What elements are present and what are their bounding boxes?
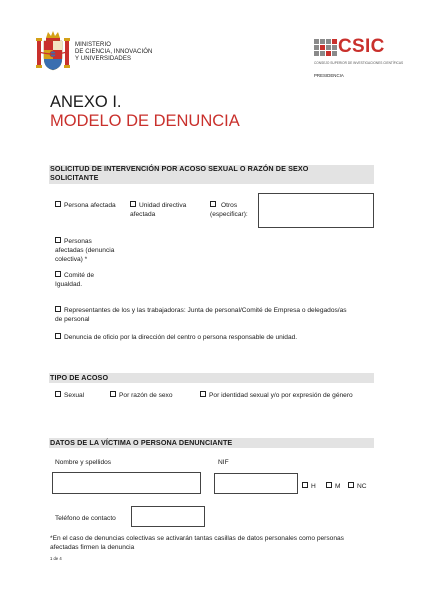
option-label: H [311, 483, 316, 490]
checkbox-representantes[interactable] [55, 306, 375, 324]
section-solicitante-heading [49, 165, 374, 184]
checkbox-icon[interactable] [302, 482, 308, 488]
section-heading-line: TIPO DE ACOSO [50, 373, 109, 382]
checkbox-icon[interactable] [130, 201, 136, 207]
option-label: (especificar): [210, 211, 248, 218]
checkbox-sexual[interactable] [55, 391, 84, 400]
note-denuncias-colectivas [50, 534, 380, 552]
checkbox-icon[interactable] [55, 333, 61, 339]
option-label: Sexual [64, 392, 85, 399]
csic-logo [314, 38, 394, 62]
checkbox-unidad-directiva[interactable] [130, 201, 186, 219]
option-label: afectada [130, 211, 156, 218]
checkbox-otros[interactable] [210, 201, 248, 219]
option-label: Representantes de los y las trabajadoras: Junta de personal/Comité de Empresa o delegados/as [64, 307, 347, 314]
checkbox-personas-afectadas[interactable] [55, 237, 114, 264]
option-label: Por razón de sexo [119, 392, 173, 399]
option-label: M [335, 483, 341, 490]
option-label: NC [357, 483, 367, 490]
option-label: Denuncia de oficio por la dirección del centro o persona responsable de unidad. [64, 334, 298, 341]
checkbox-icon[interactable] [200, 391, 206, 397]
title-modelo-denuncia: MODELO DE DENUNCIA [50, 112, 240, 130]
ministry-name [75, 42, 152, 62]
option-label: afectadas (denuncia [55, 247, 115, 254]
telefono-field[interactable] [131, 506, 205, 527]
checkbox-icon[interactable] [55, 306, 61, 312]
section-heading-line: SOLICITUD DE INTERVENCIÓN POR ACOSO SEXUAL O RAZÓN DE SEXO [50, 164, 309, 173]
page-number: 1 de 4 [50, 556, 62, 561]
checkbox-icon[interactable] [55, 271, 61, 277]
title-anexo: ANEXO I. [50, 93, 122, 111]
csic-logo-text: CSIC [338, 36, 385, 57]
note-line: afectadas firmen la denuncia [50, 544, 135, 551]
checkbox-icon[interactable] [348, 482, 354, 488]
checkbox-sexo-nc[interactable] [348, 482, 367, 491]
checkbox-icon[interactable] [110, 391, 116, 397]
checkbox-sexo-h[interactable] [302, 482, 316, 491]
option-label: de personal [55, 316, 90, 323]
option-label: colectiva) * [55, 256, 88, 263]
spain-coat-of-arms-logo [36, 30, 70, 72]
checkbox-comite-igualdad[interactable] [55, 271, 94, 289]
label-nombre-apellidos: Nombre y spellidos [55, 459, 112, 466]
nombre-apellidos-field[interactable] [52, 472, 201, 494]
option-label: Personas [64, 238, 92, 245]
label-telefono: Teléfono de contacto [55, 515, 116, 522]
checkbox-icon[interactable] [55, 391, 61, 397]
checkbox-sexo-m[interactable] [326, 482, 341, 491]
checkbox-icon[interactable] [326, 482, 332, 488]
checkbox-icon[interactable] [55, 237, 61, 243]
csic-subtitle: CONSEJO SUPERIOR DE INVESTIGACIONES CIENTÍFICAS [314, 61, 404, 65]
ministry-line: Y UNIVERSIDADES [75, 55, 132, 62]
checkbox-razon-sexo[interactable] [110, 391, 173, 400]
section-heading-line: SOLICITANTE [50, 173, 99, 182]
nif-field[interactable] [214, 473, 298, 494]
section-datos-victima-heading [49, 438, 374, 448]
checkbox-denuncia-oficio[interactable] [55, 333, 297, 342]
label-nif: NIF [218, 459, 229, 466]
checkbox-persona-afectada[interactable] [55, 201, 116, 210]
option-label: Igualdad. [55, 281, 83, 288]
note-line: *En el caso de denuncias colectivas se activarán tantas casillas de datos personales como personas [50, 535, 344, 542]
otros-especificar-field[interactable] [258, 193, 374, 228]
option-label: Comité de [64, 272, 95, 279]
presidencia-label: PRESIDENCIA [314, 73, 344, 78]
ministry-line: MINISTERIO [75, 42, 112, 48]
section-heading-line: DATOS DE LA VÍCTIMA O PERSONA DENUNCIANTE [50, 438, 233, 447]
option-label: Unidad directiva [139, 202, 187, 209]
option-label: Otros [221, 202, 238, 209]
option-label: Por identidad sexual y/o por expresión de género [209, 392, 353, 399]
checkbox-icon[interactable] [210, 201, 216, 207]
section-tipo-acoso-heading [49, 373, 374, 383]
ministry-line: DE CIENCIA, INNOVACIÓN [75, 48, 153, 55]
checkbox-identidad-sexual[interactable] [200, 391, 353, 400]
checkbox-icon[interactable] [55, 201, 61, 207]
option-label: Persona afectada [64, 202, 116, 209]
